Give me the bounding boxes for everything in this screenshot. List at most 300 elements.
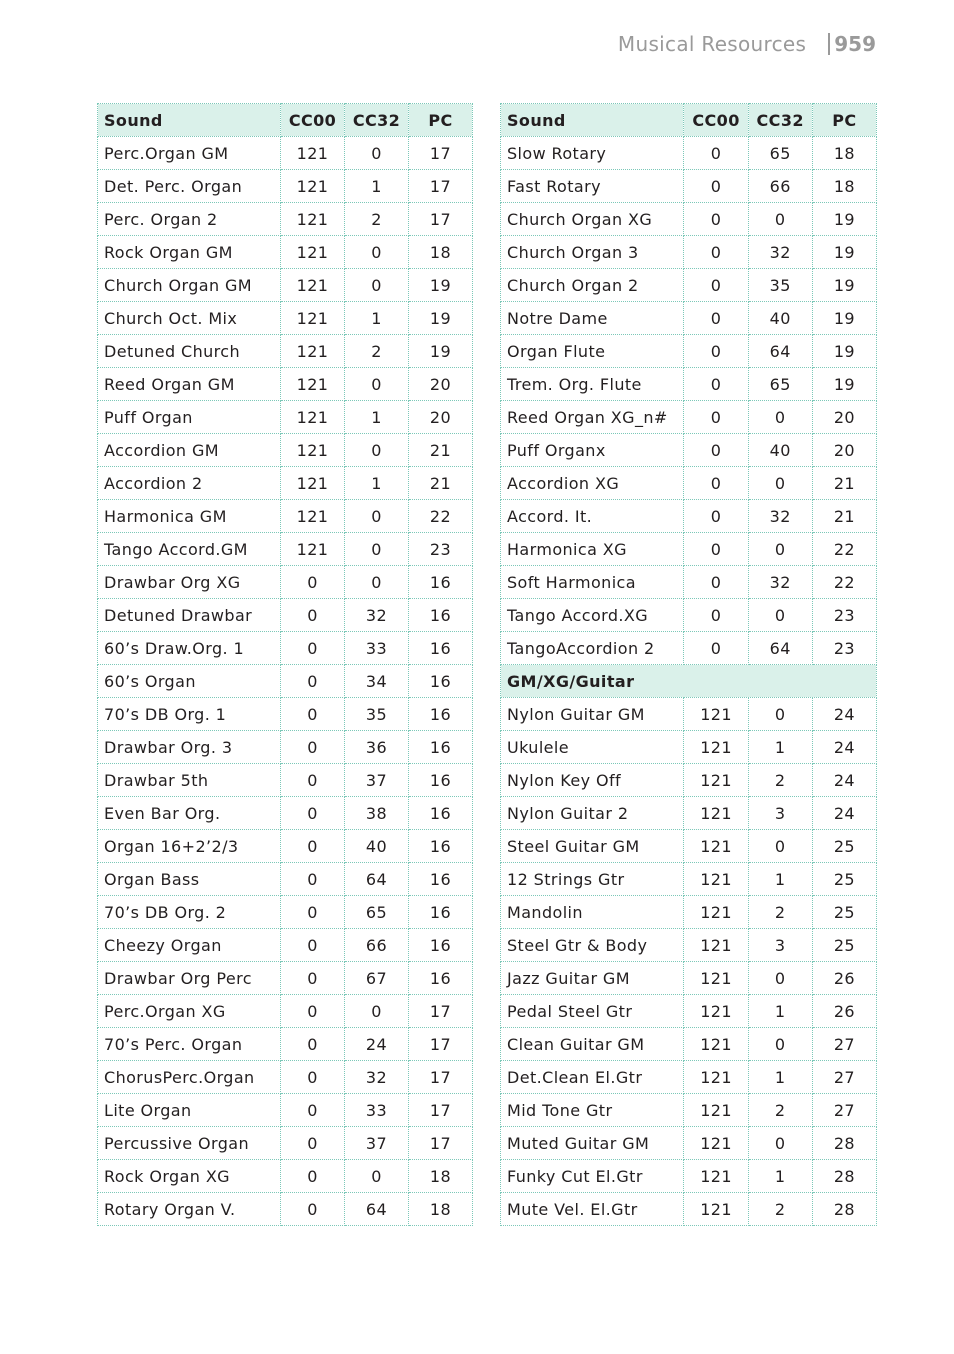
cc00-cell: 121	[684, 1094, 748, 1127]
table-row	[98, 863, 473, 896]
sound-name-cell: Church Organ XG	[501, 203, 684, 236]
table-row	[501, 1028, 877, 1061]
cc32-cell: 33	[345, 1094, 409, 1127]
cc00-cell: 0	[684, 632, 748, 665]
cc00-cell: 121	[684, 797, 748, 830]
pc-cell: 19	[812, 368, 876, 401]
cc00-cell: 0	[684, 137, 748, 170]
sound-name-cell: Rock Organ XG	[98, 1160, 281, 1193]
sound-name-cell: 70’s DB Org. 1	[98, 698, 281, 731]
table-row	[98, 335, 473, 368]
cc32-cell: 0	[345, 236, 409, 269]
cc32-cell: 0	[748, 467, 812, 500]
cc00-cell: 0	[281, 665, 345, 698]
cc00-cell: 121	[281, 137, 345, 170]
cc00-cell: 0	[684, 434, 748, 467]
cc32-cell: 2	[748, 764, 812, 797]
table-row	[98, 434, 473, 467]
table-row	[501, 1193, 877, 1226]
sound-table-right	[500, 103, 877, 1226]
cc32-cell: 3	[748, 797, 812, 830]
pc-cell: 16	[409, 962, 473, 995]
pc-cell: 17	[409, 995, 473, 1028]
table-row	[98, 137, 473, 170]
cc32-cell: 3	[748, 929, 812, 962]
sound-name-cell: Drawbar Org. 3	[98, 731, 281, 764]
table-row	[501, 698, 877, 731]
table-row	[501, 335, 877, 368]
sound-table-left	[97, 103, 473, 1226]
cc32-cell: 40	[345, 830, 409, 863]
sound-name-cell: Organ 16+2’2/3	[98, 830, 281, 863]
sound-name-cell: Rotary Organ V.	[98, 1193, 281, 1226]
column-header-cc00: CC00	[684, 104, 748, 137]
cc32-cell: 32	[345, 599, 409, 632]
cc32-cell: 40	[748, 434, 812, 467]
table-row	[98, 764, 473, 797]
cc00-cell: 121	[684, 1160, 748, 1193]
column-header-sound: Sound	[98, 104, 281, 137]
sound-name-cell: Cheezy Organ	[98, 929, 281, 962]
pc-cell: 22	[812, 566, 876, 599]
table-row	[501, 203, 877, 236]
cc00-cell: 0	[281, 1061, 345, 1094]
sound-name-cell: Perc.Organ XG	[98, 995, 281, 1028]
sound-name-cell: Nylon Guitar GM	[501, 698, 684, 731]
cc32-cell: 24	[345, 1028, 409, 1061]
sound-name-cell: TangoAccordion 2	[501, 632, 684, 665]
sound-name-cell: Percussive Organ	[98, 1127, 281, 1160]
cc32-cell: 40	[748, 302, 812, 335]
cc32-cell: 2	[748, 1094, 812, 1127]
table-row	[98, 401, 473, 434]
cc32-cell: 64	[345, 863, 409, 896]
cc00-cell: 0	[281, 896, 345, 929]
sound-name-cell: Puff Organ	[98, 401, 281, 434]
pc-cell: 24	[812, 764, 876, 797]
cc32-cell: 64	[748, 335, 812, 368]
cc00-cell: 121	[281, 368, 345, 401]
table-row	[501, 764, 877, 797]
pc-cell: 23	[812, 599, 876, 632]
cc32-cell: 32	[345, 1061, 409, 1094]
column-header-pc: PC	[409, 104, 473, 137]
pc-cell: 16	[409, 764, 473, 797]
table-row	[98, 896, 473, 929]
cc00-cell: 121	[684, 1127, 748, 1160]
table-row	[98, 1193, 473, 1226]
cc00-cell: 0	[684, 302, 748, 335]
cc00-cell: 121	[281, 170, 345, 203]
cc00-cell: 121	[684, 731, 748, 764]
sound-name-cell: Organ Bass	[98, 863, 281, 896]
sound-name-cell: Drawbar 5th	[98, 764, 281, 797]
cc32-cell: 34	[345, 665, 409, 698]
sound-name-cell: Church Oct. Mix	[98, 302, 281, 335]
table-row	[98, 599, 473, 632]
table-row	[98, 566, 473, 599]
cc00-cell: 0	[684, 566, 748, 599]
table-header-row	[501, 104, 877, 137]
cc32-cell: 1	[748, 731, 812, 764]
pc-cell: 19	[812, 236, 876, 269]
cc32-cell: 1	[345, 401, 409, 434]
cc32-cell: 64	[345, 1193, 409, 1226]
table-row	[501, 533, 877, 566]
cc00-cell: 121	[684, 698, 748, 731]
table-row	[98, 995, 473, 1028]
table-row	[501, 401, 877, 434]
cc32-cell: 0	[345, 368, 409, 401]
cc00-cell: 121	[684, 929, 748, 962]
cc32-cell: 1	[345, 467, 409, 500]
sound-name-cell: 70’s DB Org. 2	[98, 896, 281, 929]
table-row	[98, 368, 473, 401]
table-row	[98, 170, 473, 203]
cc00-cell: 121	[281, 533, 345, 566]
pc-cell: 24	[812, 797, 876, 830]
pc-cell: 18	[812, 137, 876, 170]
pc-cell: 16	[409, 731, 473, 764]
cc00-cell: 121	[281, 401, 345, 434]
pc-cell: 16	[409, 665, 473, 698]
pc-cell: 17	[409, 170, 473, 203]
header-divider	[828, 33, 830, 55]
table-row	[501, 599, 877, 632]
table-row	[501, 368, 877, 401]
column-header-cc32: CC32	[748, 104, 812, 137]
pc-cell: 16	[409, 599, 473, 632]
pc-cell: 16	[409, 566, 473, 599]
cc32-cell: 32	[748, 500, 812, 533]
table-row	[501, 566, 877, 599]
sound-name-cell: Church Organ 2	[501, 269, 684, 302]
cc32-cell: 0	[748, 698, 812, 731]
sound-name-cell: Mandolin	[501, 896, 684, 929]
section-row	[501, 665, 877, 698]
cc00-cell: 121	[684, 764, 748, 797]
pc-cell: 19	[409, 302, 473, 335]
cc32-cell: 36	[345, 731, 409, 764]
table-row	[98, 1160, 473, 1193]
column-header-cc32: CC32	[345, 104, 409, 137]
table-row	[501, 302, 877, 335]
cc32-cell: 0	[748, 401, 812, 434]
sound-name-cell: Nylon Key Off	[501, 764, 684, 797]
sound-name-cell: Det. Perc. Organ	[98, 170, 281, 203]
table-row	[98, 302, 473, 335]
cc32-cell: 0	[345, 500, 409, 533]
table-row	[98, 830, 473, 863]
cc32-cell: 65	[345, 896, 409, 929]
pc-cell: 22	[409, 500, 473, 533]
pc-cell: 17	[409, 203, 473, 236]
pc-cell: 18	[409, 1160, 473, 1193]
pc-cell: 27	[812, 1061, 876, 1094]
pc-cell: 24	[812, 731, 876, 764]
table-row	[501, 731, 877, 764]
section-title: Musical Resources	[617, 32, 807, 56]
sound-name-cell: Mid Tone Gtr	[501, 1094, 684, 1127]
cc00-cell: 121	[281, 302, 345, 335]
cc32-cell: 2	[748, 896, 812, 929]
table-row	[98, 929, 473, 962]
cc00-cell: 121	[281, 236, 345, 269]
column-header-pc: PC	[812, 104, 876, 137]
sound-name-cell: Drawbar Org XG	[98, 566, 281, 599]
table-row	[501, 236, 877, 269]
cc00-cell: 0	[281, 830, 345, 863]
pc-cell: 23	[409, 533, 473, 566]
cc32-cell: 66	[345, 929, 409, 962]
cc00-cell: 0	[684, 467, 748, 500]
sound-name-cell: Accordion GM	[98, 434, 281, 467]
cc32-cell: 1	[345, 170, 409, 203]
cc00-cell: 121	[684, 1028, 748, 1061]
table-row	[98, 269, 473, 302]
cc00-cell: 0	[684, 236, 748, 269]
cc00-cell: 0	[281, 698, 345, 731]
table-row	[501, 269, 877, 302]
sound-name-cell: Accordion XG	[501, 467, 684, 500]
sound-name-cell: Rock Organ GM	[98, 236, 281, 269]
table-row	[98, 632, 473, 665]
table-row	[501, 1061, 877, 1094]
column-header-sound: Sound	[501, 104, 684, 137]
table-row	[501, 500, 877, 533]
sound-name-cell: Harmonica XG	[501, 533, 684, 566]
sound-name-cell: Even Bar Org.	[98, 797, 281, 830]
pc-cell: 21	[409, 434, 473, 467]
sound-name-cell: Puff Organx	[501, 434, 684, 467]
pc-cell: 28	[812, 1160, 876, 1193]
pc-cell: 16	[409, 863, 473, 896]
table-row	[98, 533, 473, 566]
table-row	[98, 665, 473, 698]
pc-cell: 25	[812, 929, 876, 962]
sound-name-cell: Muted Guitar GM	[501, 1127, 684, 1160]
pc-cell: 25	[812, 896, 876, 929]
column-header-cc00: CC00	[281, 104, 345, 137]
pc-cell: 16	[409, 632, 473, 665]
table-row	[98, 1028, 473, 1061]
cc32-cell: 0	[345, 995, 409, 1028]
sound-name-cell: ChorusPerc.Organ	[98, 1061, 281, 1094]
pc-cell: 18	[812, 170, 876, 203]
table-row	[501, 170, 877, 203]
sound-name-cell: Steel Guitar GM	[501, 830, 684, 863]
cc00-cell: 0	[684, 533, 748, 566]
sound-name-cell: Pedal Steel Gtr	[501, 995, 684, 1028]
pc-cell: 27	[812, 1028, 876, 1061]
cc32-cell: 65	[748, 368, 812, 401]
pc-cell: 16	[409, 929, 473, 962]
cc32-cell: 0	[345, 533, 409, 566]
cc32-cell: 0	[748, 830, 812, 863]
pc-cell: 19	[812, 335, 876, 368]
table-row	[501, 137, 877, 170]
table-row	[501, 1127, 877, 1160]
pc-cell: 18	[409, 1193, 473, 1226]
cc32-cell: 0	[748, 962, 812, 995]
pc-cell: 20	[812, 434, 876, 467]
cc32-cell: 2	[345, 203, 409, 236]
sound-name-cell: Nylon Guitar 2	[501, 797, 684, 830]
pc-cell: 21	[409, 467, 473, 500]
cc00-cell: 121	[684, 1193, 748, 1226]
table-row	[501, 1160, 877, 1193]
sound-name-cell: Church Organ 3	[501, 236, 684, 269]
table-row	[501, 863, 877, 896]
cc00-cell: 0	[684, 368, 748, 401]
table-row	[501, 434, 877, 467]
cc32-cell: 67	[345, 962, 409, 995]
cc00-cell: 121	[281, 269, 345, 302]
table-row	[501, 797, 877, 830]
sound-name-cell: Detuned Church	[98, 335, 281, 368]
pc-cell: 21	[812, 467, 876, 500]
table-row	[501, 1094, 877, 1127]
sound-name-cell: Det.Clean El.Gtr	[501, 1061, 684, 1094]
cc00-cell: 121	[281, 467, 345, 500]
sound-name-cell: Accordion 2	[98, 467, 281, 500]
cc32-cell: 1	[748, 1061, 812, 1094]
cc32-cell: 0	[345, 137, 409, 170]
sound-name-cell: Harmonica GM	[98, 500, 281, 533]
pc-cell: 16	[409, 698, 473, 731]
cc32-cell: 0	[345, 269, 409, 302]
sound-name-cell: Accord. It.	[501, 500, 684, 533]
cc32-cell: 1	[748, 1160, 812, 1193]
sound-name-cell: 70’s Perc. Organ	[98, 1028, 281, 1061]
sound-name-cell: Soft Harmonica	[501, 566, 684, 599]
sound-name-cell: Fast Rotary	[501, 170, 684, 203]
pc-cell: 17	[409, 1127, 473, 1160]
cc00-cell: 121	[684, 863, 748, 896]
section-title-cell: GM/XG/Guitar	[501, 665, 877, 698]
sound-name-cell: Lite Organ	[98, 1094, 281, 1127]
cc32-cell: 66	[748, 170, 812, 203]
cc00-cell: 0	[281, 1193, 345, 1226]
pc-cell: 20	[409, 401, 473, 434]
table-row	[98, 698, 473, 731]
sound-name-cell: Clean Guitar GM	[501, 1028, 684, 1061]
table-row	[501, 467, 877, 500]
table-row	[501, 632, 877, 665]
cc32-cell: 38	[345, 797, 409, 830]
cc32-cell: 0	[345, 566, 409, 599]
cc00-cell: 121	[281, 434, 345, 467]
pc-cell: 19	[409, 335, 473, 368]
pc-cell: 26	[812, 962, 876, 995]
cc00-cell: 0	[684, 500, 748, 533]
table-row	[98, 203, 473, 236]
pc-cell: 16	[409, 896, 473, 929]
cc32-cell: 32	[748, 236, 812, 269]
cc00-cell: 0	[281, 632, 345, 665]
sound-name-cell: Slow Rotary	[501, 137, 684, 170]
pc-cell: 20	[812, 401, 876, 434]
table-row	[501, 896, 877, 929]
table-row	[98, 797, 473, 830]
table-row	[98, 731, 473, 764]
cc32-cell: 33	[345, 632, 409, 665]
cc32-cell: 32	[748, 566, 812, 599]
pc-cell: 21	[812, 500, 876, 533]
table-row	[98, 500, 473, 533]
cc32-cell: 1	[748, 863, 812, 896]
cc00-cell: 0	[281, 863, 345, 896]
cc00-cell: 0	[684, 599, 748, 632]
cc00-cell: 0	[684, 335, 748, 368]
cc32-cell: 37	[345, 1127, 409, 1160]
pc-cell: 20	[409, 368, 473, 401]
sound-name-cell: Organ Flute	[501, 335, 684, 368]
table-row	[98, 1061, 473, 1094]
pc-cell: 17	[409, 1094, 473, 1127]
sound-name-cell: 12 Strings Gtr	[501, 863, 684, 896]
table-row	[501, 929, 877, 962]
sound-name-cell: Drawbar Org Perc	[98, 962, 281, 995]
table-row	[501, 830, 877, 863]
sound-name-cell: Jazz Guitar GM	[501, 962, 684, 995]
cc32-cell: 37	[345, 764, 409, 797]
pc-cell: 19	[812, 269, 876, 302]
cc00-cell: 121	[281, 203, 345, 236]
cc00-cell: 0	[281, 929, 345, 962]
cc32-cell: 35	[748, 269, 812, 302]
sound-name-cell: Tango Accord.XG	[501, 599, 684, 632]
table-row	[98, 1127, 473, 1160]
pc-cell: 19	[812, 203, 876, 236]
sound-name-cell: 60’s Organ	[98, 665, 281, 698]
cc32-cell: 1	[345, 302, 409, 335]
page-header	[618, 32, 876, 56]
cc32-cell: 2	[748, 1193, 812, 1226]
cc00-cell: 0	[281, 731, 345, 764]
table-row	[98, 1094, 473, 1127]
cc00-cell: 0	[281, 1028, 345, 1061]
sound-name-cell: Church Organ GM	[98, 269, 281, 302]
cc32-cell: 65	[748, 137, 812, 170]
pc-cell: 18	[409, 236, 473, 269]
table-header-row	[98, 104, 473, 137]
cc00-cell: 0	[281, 1094, 345, 1127]
pc-cell: 16	[409, 797, 473, 830]
sound-name-cell: Funky Cut El.Gtr	[501, 1160, 684, 1193]
cc32-cell: 0	[748, 1028, 812, 1061]
table-row	[98, 236, 473, 269]
sound-name-cell: Trem. Org. Flute	[501, 368, 684, 401]
pc-cell: 28	[812, 1193, 876, 1226]
page-number: 959	[834, 32, 876, 56]
cc00-cell: 0	[684, 269, 748, 302]
pc-cell: 28	[812, 1127, 876, 1160]
sound-name-cell: Notre Dame	[501, 302, 684, 335]
pc-cell: 16	[409, 830, 473, 863]
cc32-cell: 0	[345, 1160, 409, 1193]
table-row	[98, 962, 473, 995]
pc-cell: 22	[812, 533, 876, 566]
cc32-cell: 35	[345, 698, 409, 731]
cc32-cell: 64	[748, 632, 812, 665]
cc00-cell: 0	[684, 170, 748, 203]
pc-cell: 24	[812, 698, 876, 731]
sound-name-cell: Reed Organ GM	[98, 368, 281, 401]
cc00-cell: 0	[684, 401, 748, 434]
cc32-cell: 1	[748, 995, 812, 1028]
cc00-cell: 121	[684, 995, 748, 1028]
